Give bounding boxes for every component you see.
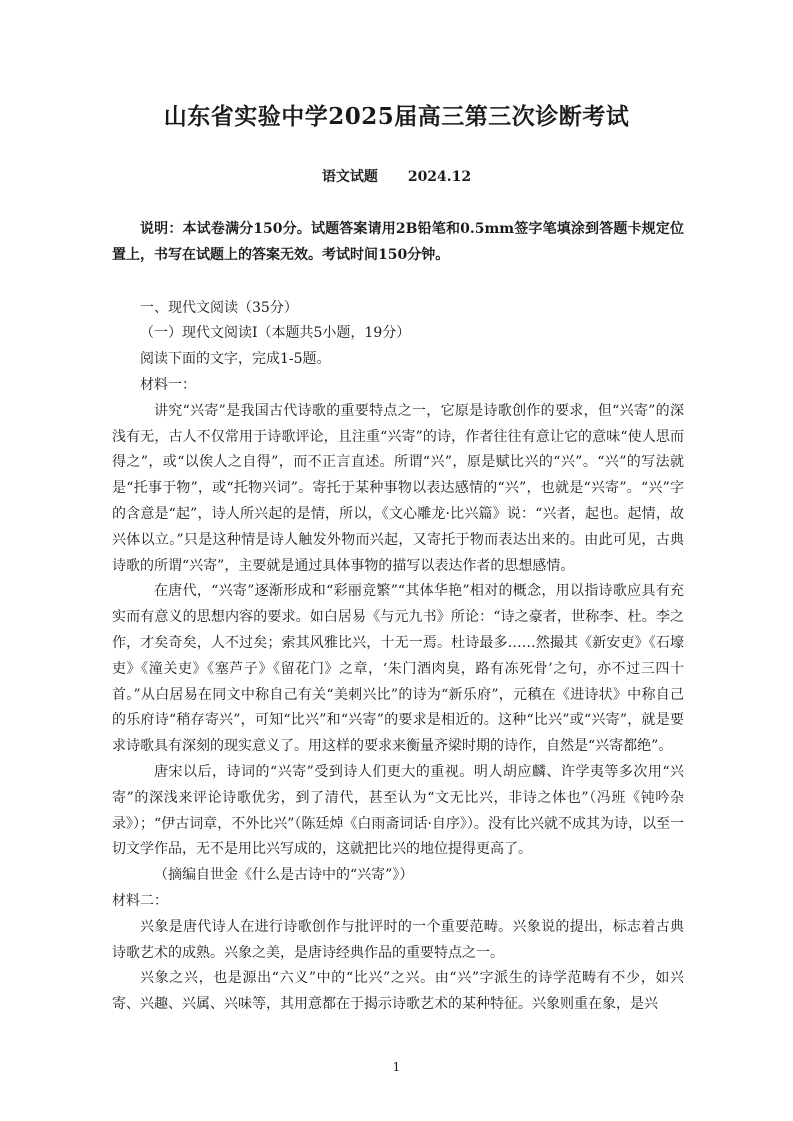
material1-source: （摘编自世金《什么是古诗中的“兴寄”》）: [154, 867, 414, 884]
exam-title: 山东省实验中学2025届高三第三次诊断考试: [163, 103, 630, 130]
material1-paragraph: 唐宋以后，诗词的“兴寄”受到诗人们更大的重视。明人胡应麟、许学夷等多次用“兴寄”的深浅来评论诗歌优劣，到了清代，甚至认为“文无比兴，非诗之体也”（冯班《钝吟杂录》）；“伊古词章，不外比兴”（陈廷焯《白雨斋词话·自序》）。没有比兴就不成其为诗，以至一切文学作品，无不是用比兴写成的，这就把比兴的地位提得更高了。: [112, 763, 684, 858]
subsection-heading: （一）现代文阅读Ⅰ（本题共5小题，19分）: [140, 325, 411, 342]
page-number: 1: [392, 1060, 401, 1074]
subject-label: 语文试题: [321, 169, 378, 185]
material1-paragraph: 在唐代，“兴寄”逐渐形成和“彩丽竞繁”“其体华艳”相对的概念，用以指诗歌应具有充实而有意义的思想内容的要求。如白居易《与元九书》所论：“诗之豪者，世称李、杜。李之作，才矣奇矣，人不过矣；索其风雅比兴，十无一焉。杜诗最多……然撮其《新安吏》《石壕吏》《潼关吏》《塞芦子》《留花门》之章，‘朱门酒肉臭，路有冻死骨’之句，亦不过三四十首。”从白居易在同文中称自己有关“美刺兴比”的诗为“新乐府”，元稹在《进诗状》中称自己的乐府诗“稍存寄兴”，可知“比兴”和“兴寄”的要求是相近的。这种“比兴”或“兴寄”，就是要求诗歌具有深刻的现实意义了。用这样的要求来衡量齐梁时期的诗作，自然是“兴寄都绝”。: [112, 583, 684, 755]
section-heading: 一、现代文阅读（35分）: [140, 299, 298, 316]
reading-instruction: 阅读下面的文字，完成1-5题。: [140, 351, 331, 368]
exam-body: [112, 217, 684, 1018]
material2-paragraph: 兴象是唐代诗人在进行诗歌创作与批评时的一个重要范畴。兴象说的提出，标志着古典诗歌艺术的成熟。兴象之美，是唐诗经典作品的重要特点之一。: [112, 918, 684, 961]
material2-paragraph: 兴象之兴，也是源出“六义”中的“比兴”之兴。由“兴”字派生的诗学范畴有不少，如兴寄、兴趣、兴属、兴味等，其用意都在于揭示诗歌艺术的某种特征。兴象则重在象，是兴: [112, 970, 684, 1013]
material2-label: 材料二：: [112, 892, 168, 909]
material1-paragraph: 讲究“兴寄”是我国古代诗歌的重要特点之一，它原是诗歌创作的要求，但“兴寄”的深浅有无，古人不仅常用于诗歌评论，且注重“兴寄”的诗，作者往往有意让它的意味“使人思而得之”，或“以俟人之自得”，而不正言直述。所谓“兴”，原是赋比兴的“兴”。“兴”的写法就是“托事于物”，或“托物兴词”。寄托于某种事物以表达感情的“兴”，也就是“兴寄”。“兴”字的含意是“起”，诗人所兴起的是情，所以，《文心雕龙·比兴篇》说：“兴者，起也。起情，故兴体以立。”只是这种情是诗人触发外物而兴起，又寄托于物而表达出来的。由此可见，古典诗歌的所谓“兴寄”，主要就是通过具体事物的描写以表达作者的思想感情。: [112, 402, 684, 574]
exam-date: 2024.12: [407, 169, 472, 185]
exam-notice: 说明：本试卷满分150分。试题答案请用2B铅笔和0.5mm签字笔填涂到答题卡规定位置上，书写在试题上的答案无效。考试时间150分钟。: [112, 221, 684, 263]
exam-subtitle: [0, 166, 793, 186]
material1-label: 材料一：: [140, 376, 196, 393]
